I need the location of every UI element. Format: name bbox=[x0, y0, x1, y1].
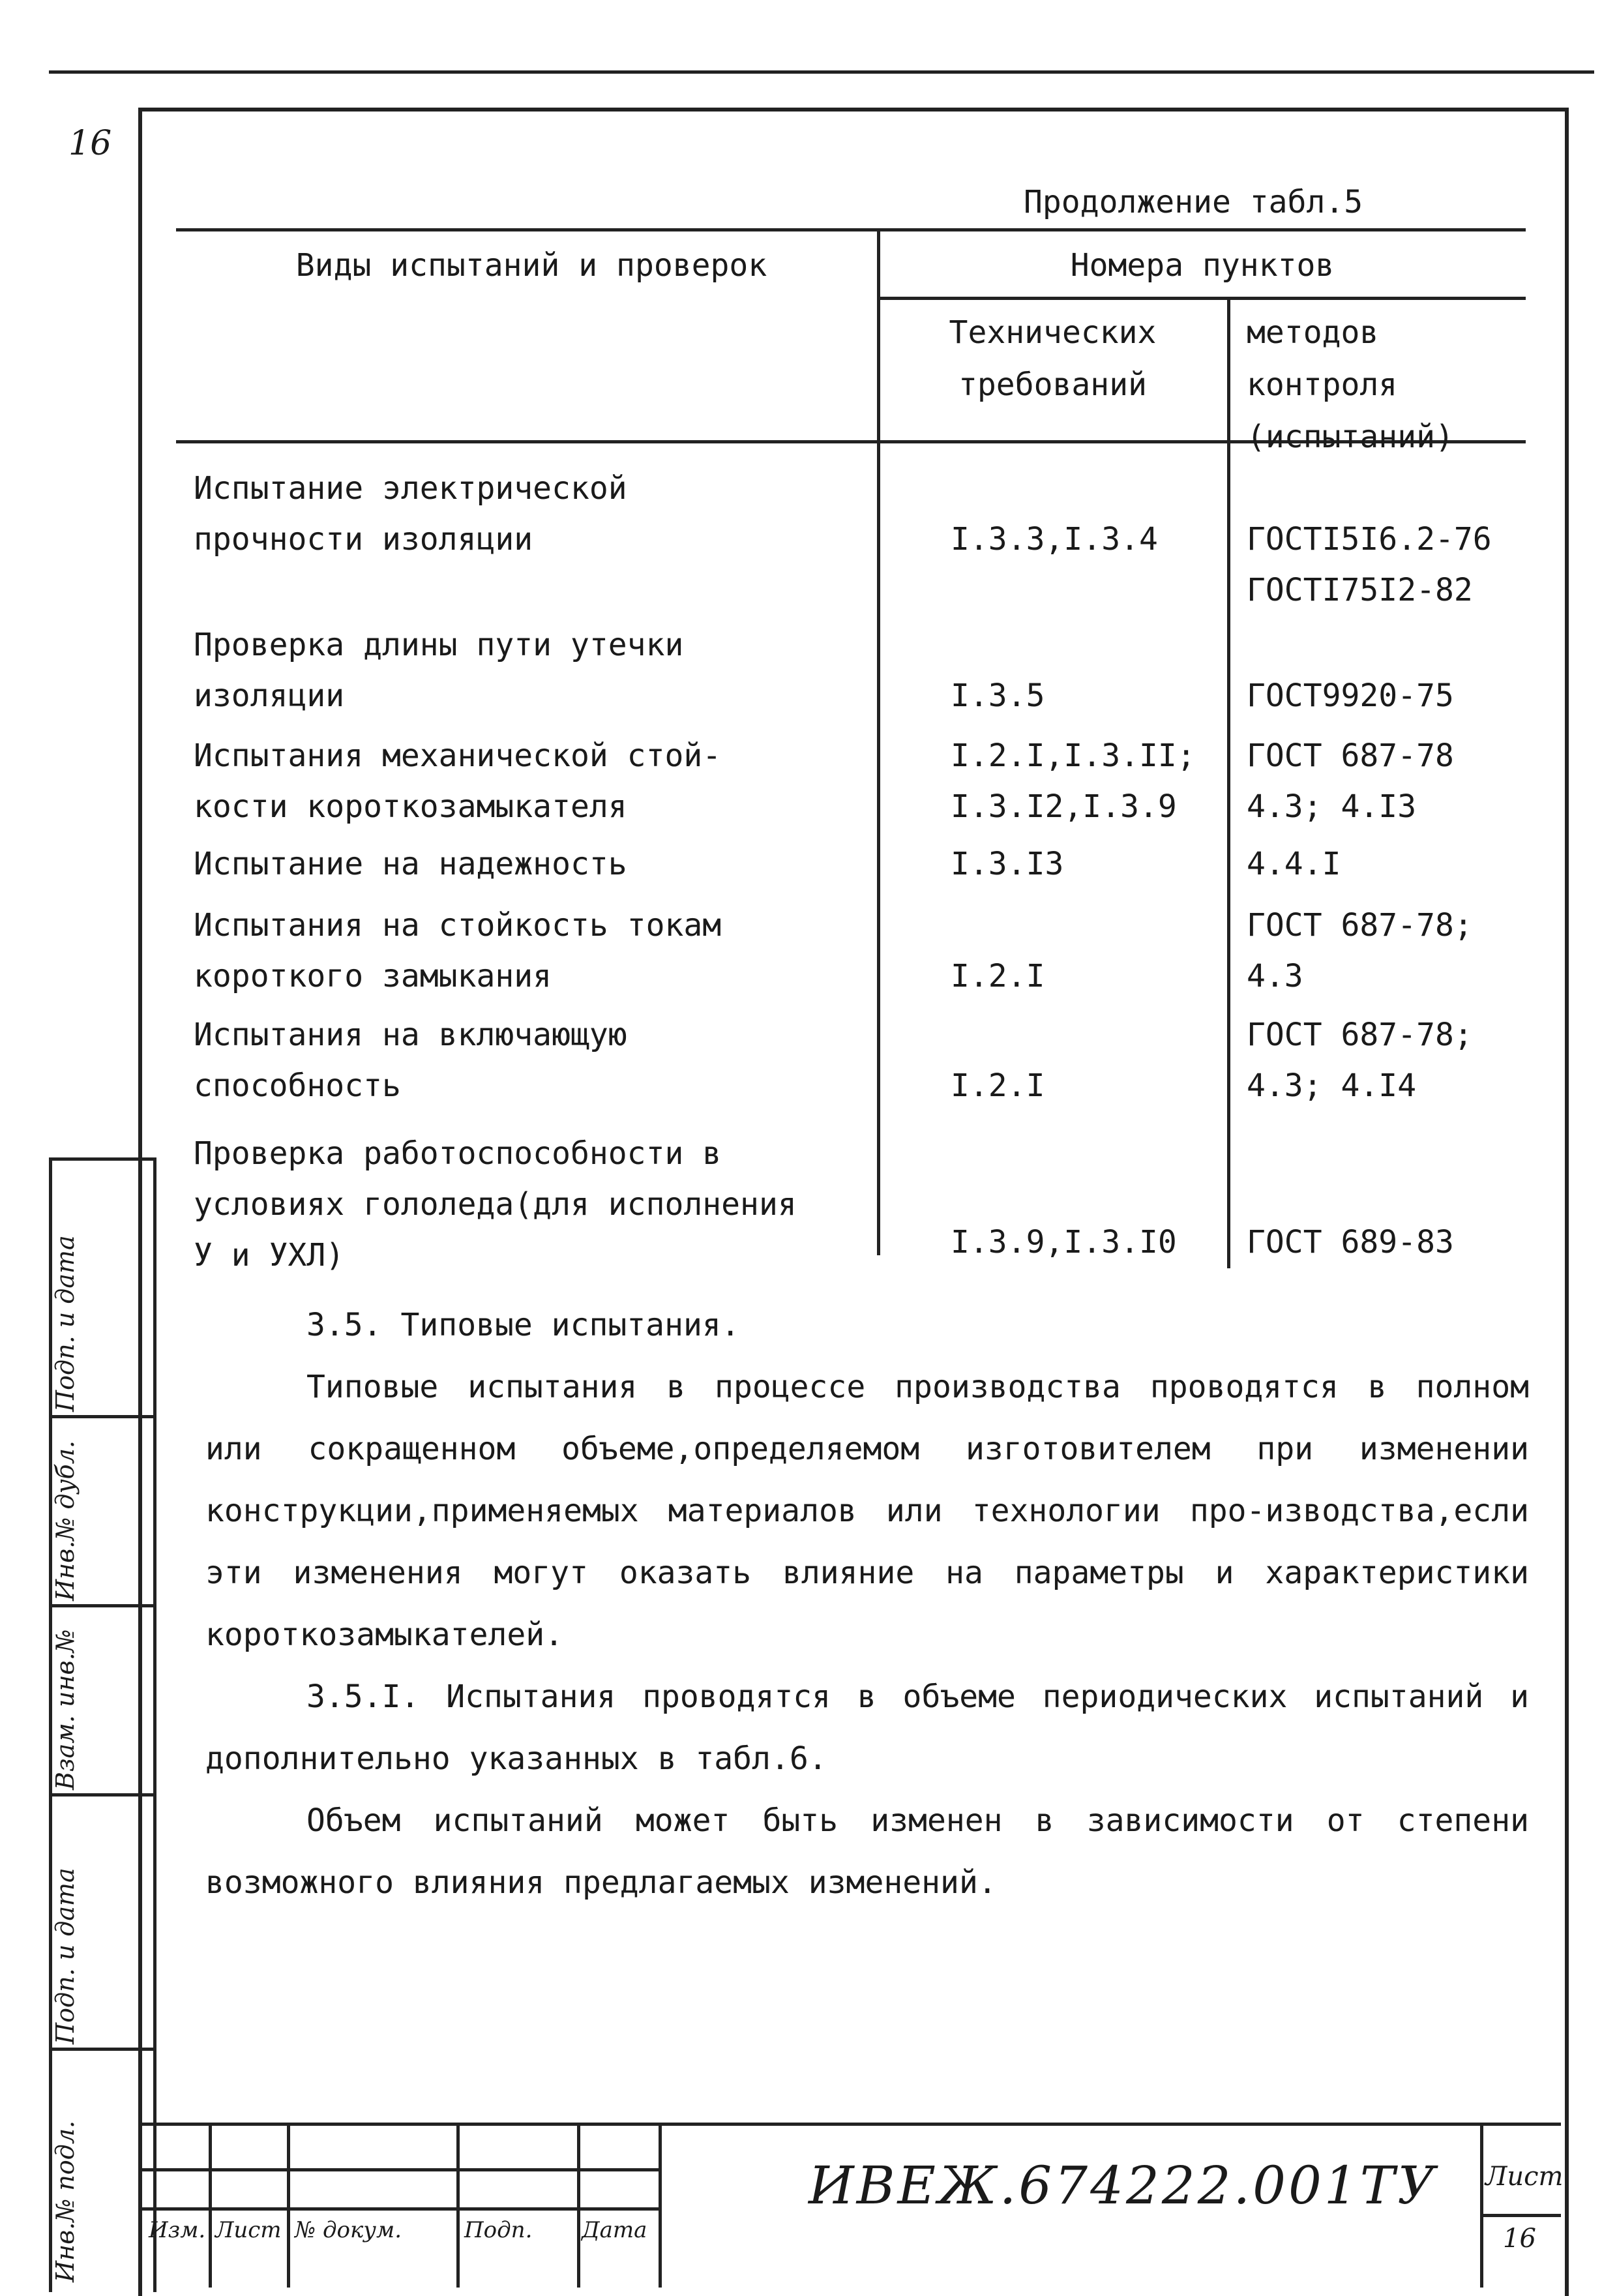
stamp-label: Лист bbox=[215, 2217, 282, 2243]
paragraph: Типовые испытания в процессе производства проводятся в полном или сокращенном объеме,определяемом изготовителем при изменении конструкции,применяемых материалов или технологии про-изводства,если эти изменения могут оказать влияние на параметры и характеристики короткозамыкателей. bbox=[205, 1369, 1529, 1653]
stamp-col bbox=[1480, 2123, 1483, 2288]
table-row-method: ГОСТ 687-78 4.3; 4.I3 bbox=[1247, 738, 1454, 825]
stamp-col bbox=[456, 2123, 460, 2288]
side-rule bbox=[49, 1415, 153, 1418]
sheet-number: 16 bbox=[1503, 2224, 1536, 2254]
table-row-tech: I.2.I bbox=[951, 1067, 1045, 1104]
table-row-tech: I.3.9,I.3.I0 bbox=[951, 1224, 1177, 1260]
side-label: Инв.№ подл. bbox=[51, 2120, 80, 2282]
table-row-test: Испытание на надежность bbox=[194, 846, 627, 882]
stamp-label: Дата bbox=[582, 2217, 647, 2243]
side-rule bbox=[49, 1157, 153, 1161]
side-rule bbox=[49, 1793, 153, 1797]
table-row-tech: I.2.I,I.3.II; I.3.I2,I.3.9 bbox=[951, 738, 1196, 825]
table-row-method: ГОСТ 687-78; 4.3; 4.I4 bbox=[1247, 1017, 1473, 1104]
table-row-tech: I.2.I bbox=[951, 958, 1045, 994]
stamp-top-rule bbox=[138, 2123, 1561, 2126]
paragraph: 3.5.I. Испытания проводятся в объеме периодических испытаний и дополнительно указанных в табл.6. bbox=[205, 1678, 1529, 1777]
col-tech-header: Технических требований bbox=[949, 314, 1157, 403]
table-row-test: Испытание электрической прочности изоляции bbox=[194, 470, 627, 558]
page-number: 16 bbox=[68, 124, 112, 163]
table-row-tech: I.3.5 bbox=[951, 678, 1045, 714]
col-method-header: методов контроля (испытаний) bbox=[1247, 314, 1454, 455]
stamp-label: № докум. bbox=[295, 2217, 402, 2243]
table-row-tech: I.3.3,I.3.4 bbox=[951, 521, 1158, 558]
paragraph: Объем испытаний может быть изменен в зависимости от степени возможного влияния предлагаемых изменений. bbox=[205, 1802, 1529, 1901]
table-row-method: ГОСТ9920-75 bbox=[1247, 678, 1454, 714]
side-label: Подп. и дата bbox=[51, 1235, 80, 1412]
table-row-method: ГОСТ 687-78; 4.3 bbox=[1247, 907, 1473, 994]
body-text bbox=[205, 1294, 1529, 1914]
table-row-tech: I.3.I3 bbox=[951, 846, 1064, 882]
document-code: ИВЕЖ.674222.001ТУ bbox=[808, 2155, 1438, 2216]
table-caption: Продолжение табл.5 bbox=[1024, 184, 1363, 220]
table-row-test: Испытания механической стой- кости короткозамыкателя bbox=[194, 738, 722, 825]
col-divider-1 bbox=[877, 228, 880, 1255]
stamp-label: Изм. bbox=[149, 2217, 206, 2243]
stamp-col bbox=[287, 2123, 290, 2288]
table-row-method: ГОСТ 689-83 bbox=[1247, 1224, 1454, 1260]
table-row-test: Испытания на стойкость токам короткого замыкания bbox=[194, 907, 722, 994]
table-row-test: Проверка длины пути утечки изоляции bbox=[194, 627, 684, 714]
col-divider-2 bbox=[1227, 297, 1230, 1268]
top-rule bbox=[49, 70, 1594, 74]
table-row-method: 4.4.I bbox=[1247, 846, 1341, 882]
section-heading: 3.5. Типовые испытания. bbox=[306, 1307, 740, 1343]
stamp-rule bbox=[1480, 2214, 1561, 2217]
side-label: Взам. инв.№ bbox=[51, 1629, 80, 1790]
stamp-col bbox=[659, 2123, 662, 2288]
stamp-rule bbox=[138, 2168, 660, 2171]
side-label: Подп. и дата bbox=[51, 1868, 80, 2044]
group-sub-rule bbox=[879, 297, 1526, 300]
stamp-col bbox=[209, 2123, 212, 2288]
table-row-test: Испытания на включающую способность bbox=[194, 1017, 627, 1104]
table-row-test: Проверка работоспособности в условиях гололеда(для исполнения У и УХЛ) bbox=[194, 1135, 797, 1274]
col-group-header: Номера пунктов bbox=[1070, 247, 1335, 284]
table-row-method: ГОСТI5I6.2-76 ГОСТI75I2-82 bbox=[1247, 521, 1492, 608]
side-rule bbox=[49, 2048, 153, 2051]
sheet-label: Лист bbox=[1485, 2162, 1564, 2192]
side-rule bbox=[49, 1604, 153, 1607]
stamp-col bbox=[577, 2123, 580, 2288]
stamp-label: Подп. bbox=[464, 2217, 533, 2243]
table-top-rule bbox=[176, 228, 1526, 231]
stamp-rule bbox=[138, 2207, 660, 2211]
col-tests-header: Виды испытаний и проверок bbox=[295, 247, 767, 284]
side-label: Инв.№ дубл. bbox=[51, 1440, 80, 1601]
